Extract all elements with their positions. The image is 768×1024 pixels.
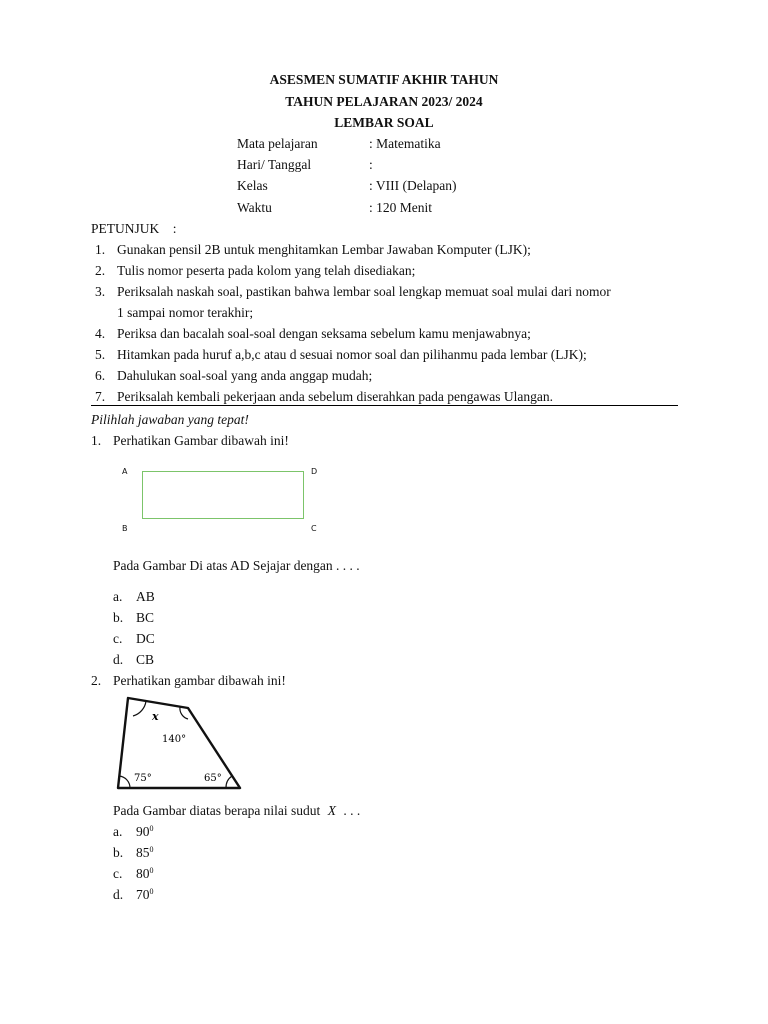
angle-label-x: x [152,710,159,723]
option-letter: c. [113,631,123,646]
angle-label-140: 140° [162,734,187,745]
instruction-number: 1. [95,242,106,257]
option-letter: b. [113,610,124,625]
info-value-date: : [369,157,373,172]
point-label-b: B [122,524,128,533]
instructions-title: PETUNJUK : [91,221,177,236]
question-number: 1. [91,433,102,448]
option-b[interactable] [136,845,154,861]
option-c[interactable]: DC [136,631,155,646]
option-a[interactable]: AB [136,589,155,604]
point-label-c: C [311,524,317,533]
degree-superscript: 0 [149,866,154,875]
option-d[interactable]: CB [136,652,155,667]
info-label-subject: Mata pelajaran [237,136,318,151]
option-value: 85 [136,845,150,860]
variable-x: X [327,803,336,818]
instruction-text: Dahulukan soal-soal yang anda anggap mudah; [117,368,373,383]
instruction-text: Tulis nomor peserta pada kolom yang telah disediakan; [117,263,416,278]
point-label-d: D [311,467,318,476]
option-letter: d. [113,887,124,902]
exam-title: ASESMEN SUMATIF AKHIR TAHUN [269,72,499,87]
option-b[interactable]: BC [136,610,155,625]
answer-prompt: Pilihlah jawaban yang tepat! [91,412,249,427]
academic-year: TAHUN PELAJARAN 2023/ 2024 [285,94,483,109]
question-1-text: Pada Gambar Di atas AD Sejajar dengan . . . . [113,558,360,573]
info-value-time: : 120 Menit [369,200,432,215]
point-label-a: A [122,467,128,476]
question-2-intro: Perhatikan gambar dibawah ini! [113,673,286,688]
option-letter: c. [113,866,123,881]
option-value: 70 [136,887,150,902]
option-letter: d. [113,652,124,667]
question-2-stem: Pada Gambar diatas berapa nilai sudut [113,803,321,818]
instruction-number: 6. [95,368,106,383]
quadrilateral-figure [112,694,252,794]
sheet-title: LEMBAR SOAL [334,115,434,130]
info-label-date: Hari/ Tanggal [237,157,312,172]
angle-label-65: 65° [204,773,222,784]
info-label-class: Kelas [237,178,268,193]
question-2-ellipsis: . . . [343,803,361,818]
instruction-number: 5. [95,347,106,362]
question-number: 2. [91,673,102,688]
degree-superscript: 0 [149,887,154,896]
degree-superscript: 0 [149,824,154,833]
instruction-text: Periksa dan bacalah soal-soal dengan seksama sebelum kamu menjawabnya; [117,326,531,341]
option-a[interactable] [136,824,154,840]
option-value: 90 [136,824,150,839]
instruction-number: 2. [95,263,106,278]
option-letter: a. [113,589,123,604]
option-value: 80 [136,866,150,881]
degree-superscript: 0 [149,845,154,854]
instruction-text: Gunakan pensil 2B untuk menghitamkan Lembar Jawaban Komputer (LJK); [117,242,531,257]
option-d[interactable] [136,887,154,903]
rectangle-figure [142,471,304,519]
instruction-number: 7. [95,389,106,404]
instruction-text: Periksalah naskah soal, pastikan bahwa lembar soal lengkap memuat soal mulai dari nomor [117,284,611,299]
instruction-number: 4. [95,326,106,341]
option-letter: a. [113,824,123,839]
instruction-text-continued: 1 sampai nomor terakhir; [117,305,254,320]
instruction-text: Hitamkan pada huruf a,b,c atau d sesuai nomor soal dan pilihanmu pada lembar (LJK); [117,347,587,362]
instruction-number: 3. [95,284,106,299]
question-2-text [113,803,360,819]
divider [91,405,678,406]
angle-label-75: 75° [134,773,152,784]
option-c[interactable] [136,866,154,882]
info-value-class: : VIII (Delapan) [369,178,457,193]
info-value-subject: : Matematika [369,136,441,151]
question-1-intro: Perhatikan Gambar dibawah ini! [113,433,289,448]
option-letter: b. [113,845,124,860]
info-label-time: Waktu [237,200,272,215]
instruction-text: Periksalah kembali pekerjaan anda sebelum diserahkan pada pengawas Ulangan. [117,389,553,404]
